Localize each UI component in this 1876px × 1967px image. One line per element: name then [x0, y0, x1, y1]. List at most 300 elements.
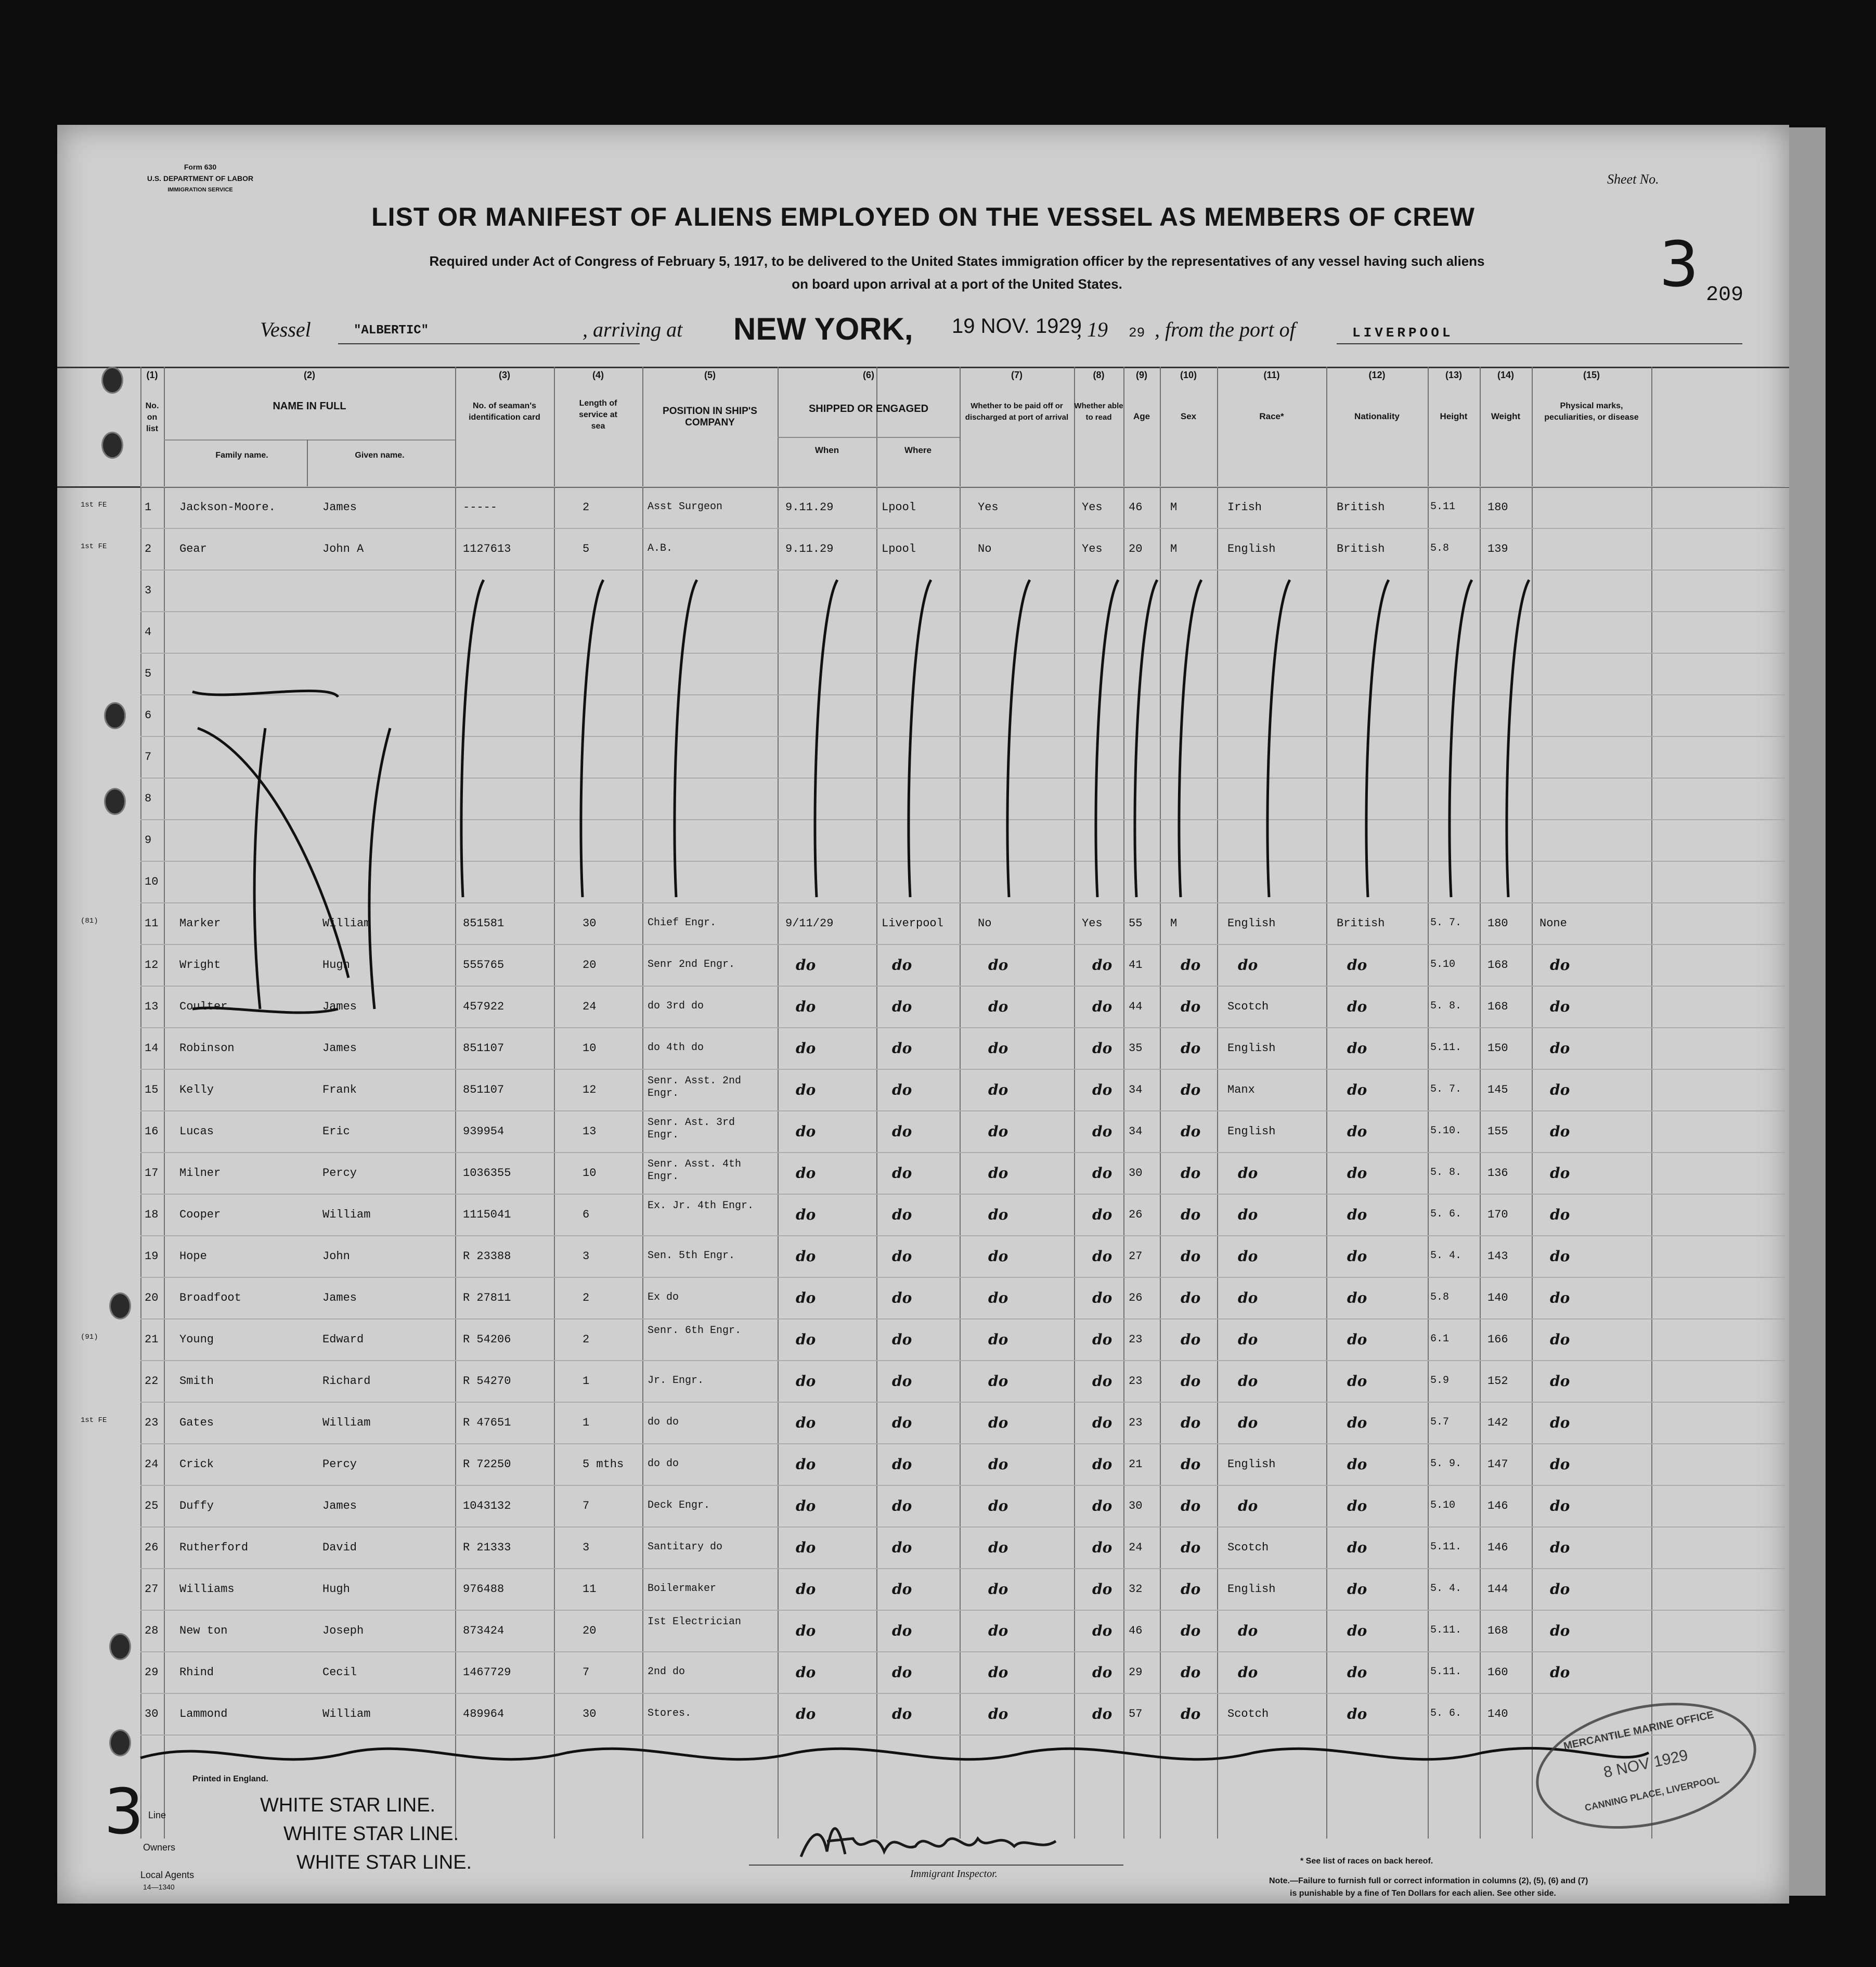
cell-weight: 144 — [1487, 1583, 1508, 1596]
cell-read: do — [1092, 1081, 1112, 1098]
cell-age: 44 — [1129, 1000, 1143, 1013]
cell-card: 873424 — [463, 1624, 504, 1637]
cell-where: do — [892, 1123, 912, 1140]
ditto-stroke — [461, 580, 484, 897]
cell-paid: do — [988, 1414, 1008, 1431]
cell-no: 21 — [145, 1333, 159, 1346]
cell-no: 6 — [145, 709, 152, 722]
cell-read: do — [1092, 1705, 1112, 1723]
ditto-stroke — [1507, 580, 1529, 897]
cell-position: Senr. Ast. 3rd Engr. — [648, 1117, 735, 1141]
cell-race: do — [1238, 1164, 1258, 1182]
cell-where: do — [892, 1497, 912, 1515]
cell-marks: do — [1550, 956, 1570, 974]
col-when: When — [814, 445, 839, 455]
punch-hole — [109, 1292, 131, 1319]
cell-no: 25 — [145, 1499, 159, 1512]
cell-race: do — [1238, 1206, 1258, 1223]
cell-given: James — [322, 1291, 357, 1304]
handwritten-sheet-number: 3 — [1659, 229, 1699, 301]
cell-paid: do — [988, 1622, 1008, 1639]
cell-given: William — [322, 1208, 371, 1221]
cell-sex: do — [1181, 1539, 1201, 1556]
cancel-stroke — [198, 728, 348, 978]
cell-when: do — [796, 998, 816, 1015]
cell-family: Duffy — [179, 1499, 214, 1512]
cell-nationality: British — [1337, 501, 1385, 514]
year-value: 29 — [1129, 325, 1145, 341]
cell-position: Sen. 5th Engr. — [648, 1250, 735, 1262]
cell-no: 24 — [145, 1458, 159, 1471]
cell-height: 5. 7. — [1430, 917, 1462, 929]
cell-no: 3 — [145, 584, 152, 597]
cell-position: Jr. Engr. — [648, 1375, 704, 1387]
cell-paid: do — [988, 1705, 1008, 1723]
col-6-number: (6) — [863, 370, 874, 380]
cell-card: R 21333 — [463, 1541, 511, 1554]
cell-when: do — [796, 1206, 816, 1223]
punch-hole — [104, 788, 126, 815]
ditto-stroke — [815, 580, 837, 897]
cell-family: Jackson-Moore. — [179, 501, 276, 514]
cell-when: do — [796, 1373, 816, 1390]
cell-service: 5 mths — [583, 1458, 624, 1471]
cell-position: 2nd do — [648, 1666, 685, 1678]
cell-when: 9.11.29 — [785, 542, 834, 555]
form-number: Form 630 — [184, 163, 217, 171]
cell-nationality: do — [1347, 1539, 1367, 1556]
cell-given: Edward — [322, 1333, 364, 1346]
cell-position: do 3rd do — [648, 1000, 704, 1012]
cell-no: 20 — [145, 1291, 159, 1304]
cell-card: ----- — [463, 501, 498, 514]
cell-service: 7 — [583, 1499, 590, 1512]
cell-given: William — [322, 1707, 371, 1720]
cell-when: do — [796, 1497, 816, 1515]
col-10-number: (10) — [1180, 370, 1197, 380]
cell-service: 30 — [583, 1707, 597, 1720]
cell-weight: 168 — [1487, 959, 1508, 972]
col-nationality: Nationality — [1354, 411, 1400, 421]
cell-given: John — [322, 1250, 350, 1263]
cell-position: A.B. — [648, 542, 673, 554]
cell-race: English — [1227, 542, 1276, 555]
vessel-label: Vessel — [260, 318, 311, 341]
penalty-note-1: Note.—Failure to furnish full or correct information in columns (2), (5), (6) and (7) — [1269, 1877, 1588, 1885]
col-shipped-engaged: SHIPPED OR ENGAGED — [808, 403, 929, 415]
cell-read: do — [1092, 1123, 1112, 1140]
cell-nationality: British — [1337, 917, 1385, 930]
col-length-service: Length of service at sea — [579, 399, 617, 431]
col-given-name: Given name. — [355, 451, 405, 460]
penalty-note-2: is punishable by a fine of Ten Dollars for each alien. See other side. — [1290, 1889, 1556, 1898]
cell-age: 35 — [1129, 1042, 1143, 1055]
cell-race: English — [1227, 917, 1276, 930]
cell-marks: do — [1550, 1539, 1570, 1556]
cell-marks: do — [1550, 1331, 1570, 1348]
cell-age: 55 — [1129, 917, 1143, 930]
cell-when: do — [796, 1705, 816, 1723]
cell-weight: 180 — [1487, 501, 1508, 514]
col-12-number: (12) — [1368, 370, 1386, 380]
cell-when: do — [796, 1248, 816, 1265]
cell-where: do — [892, 1414, 912, 1431]
vessel-name: "ALBERTIC" — [354, 323, 429, 338]
form-title: LIST OR MANIFEST OF ALIENS EMPLOYED ON THE VESSEL AS MEMBERS OF CREW — [371, 202, 1475, 231]
ditto-strokes — [57, 125, 1789, 1904]
cell-card: 1043132 — [463, 1499, 511, 1512]
cell-margin: 1st FE — [81, 1416, 107, 1425]
local-agents-label: Local Agents — [140, 1870, 195, 1880]
cell-race: Irish — [1227, 501, 1262, 514]
cell-card: 457922 — [463, 1000, 504, 1013]
cell-where: do — [892, 1289, 912, 1306]
cell-race: Scotch — [1227, 1000, 1269, 1013]
cell-family: Lucas — [179, 1125, 214, 1138]
cell-age: 29 — [1129, 1666, 1143, 1679]
cell-age: 23 — [1129, 1416, 1143, 1429]
cell-weight: 139 — [1487, 542, 1508, 555]
cell-family: Cooper — [179, 1208, 221, 1221]
cell-sex: do — [1181, 1664, 1201, 1681]
col-age: Age — [1133, 411, 1150, 421]
cell-when: do — [796, 1331, 816, 1348]
ditto-stroke — [1179, 580, 1201, 897]
cell-marks: None — [1539, 917, 1567, 930]
cell-marks: do — [1550, 1164, 1570, 1182]
punch-hole — [101, 432, 123, 459]
cell-height: 5.11. — [1430, 1666, 1462, 1678]
cell-service: 12 — [583, 1083, 597, 1096]
cell-position: Boilermaker — [648, 1583, 717, 1595]
cell-when: do — [796, 1289, 816, 1306]
ditto-stroke — [581, 580, 603, 897]
cell-paid: do — [988, 1539, 1008, 1556]
cell-read: do — [1092, 1497, 1112, 1515]
cell-age: 26 — [1129, 1208, 1143, 1221]
col-13-number: (13) — [1445, 370, 1462, 380]
cell-nationality: do — [1347, 956, 1367, 974]
cell-paid: No — [978, 917, 992, 930]
cell-family: Hope — [179, 1250, 207, 1263]
cell-age: 30 — [1129, 1167, 1143, 1180]
cell-read: do — [1092, 1289, 1112, 1306]
punch-hole — [101, 367, 123, 394]
cell-marks: do — [1550, 1581, 1570, 1598]
cell-where: do — [892, 1581, 912, 1598]
cell-position: Senr. Asst. 2nd Engr. — [648, 1075, 742, 1099]
ditto-stroke — [675, 580, 697, 897]
cell-card: 851107 — [463, 1042, 504, 1055]
cell-weight: 166 — [1487, 1333, 1508, 1346]
form-subtitle-2: on board upon arrival at a port of the United States. — [792, 276, 1122, 292]
ditto-stroke — [1366, 580, 1389, 897]
cell-nationality: do — [1347, 1456, 1367, 1473]
cell-when: do — [796, 1040, 816, 1057]
cell-given: Richard — [322, 1375, 371, 1388]
cell-where: do — [892, 1622, 912, 1639]
cell-where: do — [892, 1331, 912, 1348]
cell-paid: do — [988, 1248, 1008, 1265]
cell-paid: do — [988, 1373, 1008, 1390]
cell-service: 30 — [583, 917, 597, 930]
cell-sex: M — [1170, 542, 1178, 555]
cell-where: do — [892, 1040, 912, 1057]
cell-marks: do — [1550, 1414, 1570, 1431]
cell-card: 1115041 — [463, 1208, 511, 1221]
cell-family: Smith — [179, 1375, 214, 1388]
cell-position: Ex do — [648, 1291, 679, 1303]
cell-given: John A — [322, 542, 364, 555]
cell-where: do — [892, 1248, 912, 1265]
cell-no: 17 — [145, 1167, 159, 1180]
cell-given: William — [322, 1416, 371, 1429]
stamp-top-text: MERCANTILE MARINE OFFICE — [1562, 1709, 1715, 1752]
cell-height: 5. 4. — [1430, 1250, 1462, 1262]
form-code: 14—1340 — [143, 1883, 175, 1891]
cell-family: Williams — [179, 1583, 235, 1596]
cell-height: 5.10. — [1430, 1125, 1462, 1137]
cell-paid: do — [988, 956, 1008, 974]
cell-where: do — [892, 998, 912, 1015]
cell-weight: 146 — [1487, 1499, 1508, 1512]
cell-sex: do — [1181, 1581, 1201, 1598]
cell-race: do — [1238, 1414, 1258, 1431]
col-8-number: (8) — [1093, 370, 1105, 380]
cell-position: Chief Engr. — [648, 917, 717, 929]
cell-no: 27 — [145, 1583, 159, 1596]
cell-family: Milner — [179, 1167, 221, 1180]
cell-given: Frank — [322, 1083, 357, 1096]
cell-read: do — [1092, 1622, 1112, 1639]
cell-card: R 47651 — [463, 1416, 511, 1429]
punch-hole — [109, 1633, 131, 1660]
cell-when: do — [796, 1123, 816, 1140]
cell-service: 20 — [583, 1624, 597, 1637]
stamp-bottom-text: CANNING PLACE, LIVERPOOL — [1584, 1774, 1720, 1814]
handwritten-footer-number: 3 — [104, 1776, 144, 1848]
cell-when: 9.11.29 — [785, 501, 834, 514]
cell-where: Lpool — [882, 501, 916, 514]
cell-no: 12 — [145, 959, 159, 972]
cell-sex: do — [1181, 1164, 1201, 1182]
inspector-signature — [796, 1810, 1077, 1872]
ditto-stroke — [1267, 580, 1290, 897]
line-value: WHITE STAR LINE. — [260, 1794, 436, 1816]
cancel-stroke — [254, 728, 265, 1009]
cell-family: New ton — [179, 1624, 228, 1637]
cell-age: 23 — [1129, 1333, 1143, 1346]
cell-position: Asst Surgeon — [648, 501, 723, 513]
cell-no: 29 — [145, 1666, 159, 1679]
cell-age: 41 — [1129, 959, 1143, 972]
cell-no: 5 — [145, 667, 152, 680]
cell-where: do — [892, 1206, 912, 1223]
cell-age: 20 — [1129, 542, 1143, 555]
cell-nationality: do — [1347, 1331, 1367, 1348]
cell-race: English — [1227, 1583, 1276, 1596]
cell-position: Senr 2nd Engr. — [648, 959, 735, 970]
cell-read: do — [1092, 1414, 1112, 1431]
cell-read: do — [1092, 1456, 1112, 1473]
cell-read: do — [1092, 1248, 1112, 1265]
cell-no: 13 — [145, 1000, 159, 1013]
cell-paid: do — [988, 1456, 1008, 1473]
col-able-to-read: Whether able to read — [1074, 402, 1123, 422]
cell-weight: 140 — [1487, 1707, 1508, 1720]
cell-read: do — [1092, 1373, 1112, 1390]
cell-age: 24 — [1129, 1541, 1143, 1554]
col-sex: Sex — [1180, 411, 1197, 421]
cell-height: 5. 7. — [1430, 1083, 1462, 1095]
punch-hole — [109, 1729, 131, 1756]
col-position: POSITION IN SHIP'S COMPANY — [663, 406, 757, 428]
cell-service: 2 — [583, 1291, 590, 1304]
cell-family: Lammond — [179, 1707, 228, 1720]
cell-no: 8 — [145, 792, 152, 805]
ditto-stroke — [1007, 580, 1030, 897]
cell-no: 11 — [145, 917, 159, 930]
cell-paid: do — [988, 998, 1008, 1015]
cell-given: William — [322, 917, 371, 930]
immigrant-inspector-label: Immigrant Inspector. — [910, 1868, 998, 1880]
cell-race: do — [1238, 1664, 1258, 1681]
cell-when: do — [796, 1081, 816, 1098]
cell-sex: do — [1181, 998, 1201, 1015]
cell-card: 976488 — [463, 1583, 504, 1596]
cell-service: 24 — [583, 1000, 597, 1013]
cell-no: 28 — [145, 1624, 159, 1637]
cell-read: do — [1092, 1664, 1112, 1681]
cancel-stroke — [192, 1008, 338, 1013]
cell-margin: (91) — [81, 1333, 98, 1341]
cell-when: do — [796, 1664, 816, 1681]
col-paid-off: Whether to be paid off or discharged at port of arrival — [965, 402, 1069, 422]
cell-age: 30 — [1129, 1499, 1143, 1512]
punch-hole — [104, 702, 126, 729]
col-2-number: (2) — [304, 370, 315, 380]
cell-no: 7 — [145, 750, 152, 763]
cell-age: 23 — [1129, 1375, 1143, 1388]
cell-sex: do — [1181, 1414, 1201, 1431]
cell-marks: do — [1550, 1123, 1570, 1140]
cell-nationality: do — [1347, 1289, 1367, 1306]
cell-age: 34 — [1129, 1083, 1143, 1096]
cell-card: R 27811 — [463, 1291, 511, 1304]
cell-where: Liverpool — [882, 917, 943, 930]
cell-paid: do — [988, 1497, 1008, 1515]
cell-race: do — [1238, 1248, 1258, 1265]
cell-when: do — [796, 1414, 816, 1431]
cell-given: Eric — [322, 1125, 350, 1138]
cell-when: do — [796, 1581, 816, 1598]
cell-weight: 168 — [1487, 1000, 1508, 1013]
cell-read: do — [1092, 1206, 1112, 1223]
cell-nationality: do — [1347, 1497, 1367, 1515]
cell-family: Gear — [179, 542, 207, 555]
cell-position: Senr. Asst. 4th Engr. — [648, 1158, 742, 1183]
cell-height: 5. 6. — [1430, 1208, 1462, 1220]
cell-read: Yes — [1082, 542, 1103, 555]
cell-marks: do — [1550, 1622, 1570, 1639]
cell-age: 46 — [1129, 1624, 1143, 1637]
cell-sex: do — [1181, 1331, 1201, 1348]
cell-read: Yes — [1082, 501, 1103, 514]
cell-where: do — [892, 1705, 912, 1723]
cell-height: 5.11. — [1430, 1624, 1462, 1636]
arrival-port: NEW YORK, — [733, 312, 913, 346]
cell-family: Gates — [179, 1416, 214, 1429]
cell-card: R 72250 — [463, 1458, 511, 1471]
cell-height: 5. 8. — [1430, 1167, 1462, 1179]
cell-service: 7 — [583, 1666, 590, 1679]
col-id-card: No. of seaman's identification card — [469, 402, 540, 422]
cell-nationality: do — [1347, 1581, 1367, 1598]
cell-race: do — [1238, 1622, 1258, 1639]
cell-sex: do — [1181, 1456, 1201, 1473]
cell-when: 9/11/29 — [785, 917, 834, 930]
cell-where: do — [892, 1664, 912, 1681]
cell-family: Rhind — [179, 1666, 214, 1679]
cell-family: Kelly — [179, 1083, 214, 1096]
cell-service: 3 — [583, 1541, 590, 1554]
cell-nationality: do — [1347, 1040, 1367, 1057]
cell-read: Yes — [1082, 917, 1103, 930]
cell-weight: 150 — [1487, 1042, 1508, 1055]
cell-age: 27 — [1129, 1250, 1143, 1263]
cell-given: James — [322, 1000, 357, 1013]
cell-card: 939954 — [463, 1125, 504, 1138]
cell-where: do — [892, 1373, 912, 1390]
cell-where: do — [892, 1539, 912, 1556]
cell-marks: do — [1550, 1206, 1570, 1223]
cell-age: 26 — [1129, 1291, 1143, 1304]
cell-position: Stores. — [648, 1707, 692, 1719]
cell-weight: 180 — [1487, 917, 1508, 930]
cell-given: James — [322, 1499, 357, 1512]
cell-sex: do — [1181, 956, 1201, 974]
cell-paid: do — [988, 1581, 1008, 1598]
cell-height: 5.11. — [1430, 1541, 1462, 1553]
year-label: , 19 — [1077, 318, 1108, 341]
cell-height: 5.10 — [1430, 959, 1456, 970]
from-port: LIVERPOOL — [1352, 325, 1454, 341]
cell-paid: do — [988, 1331, 1008, 1348]
cell-height: 5. 6. — [1430, 1707, 1462, 1719]
manifest-sheet — [57, 125, 1789, 1904]
form-subtitle-1: Required under Act of Congress of February 5, 1917, to be delivered to the United States immigration officer by the representatives of any vessel having such aliens — [429, 253, 1485, 269]
cell-sex: do — [1181, 1373, 1201, 1390]
col-15-number: (15) — [1583, 370, 1600, 380]
service-name: IMMIGRATION SERVICE — [167, 187, 233, 193]
cell-nationality: do — [1347, 1206, 1367, 1223]
cell-given: Cecil — [322, 1666, 357, 1679]
cell-race: English — [1227, 1042, 1276, 1055]
col-family-name: Family name. — [215, 451, 268, 460]
arrival-date: 19 NOV. 1929 — [952, 315, 1082, 338]
cell-card: R 23388 — [463, 1250, 511, 1263]
cell-height: 5.9 — [1430, 1375, 1450, 1387]
cell-paid: do — [988, 1081, 1008, 1098]
cell-when: do — [796, 1456, 816, 1473]
inspector-line — [749, 1865, 1123, 1866]
sheet-number-label: Sheet No. — [1607, 172, 1659, 187]
cell-service: 1 — [583, 1416, 590, 1429]
cell-sex: do — [1181, 1081, 1201, 1098]
cell-when: do — [796, 1622, 816, 1639]
cell-nationality: do — [1347, 1705, 1367, 1723]
from-port-label: , from the port of — [1155, 318, 1296, 341]
